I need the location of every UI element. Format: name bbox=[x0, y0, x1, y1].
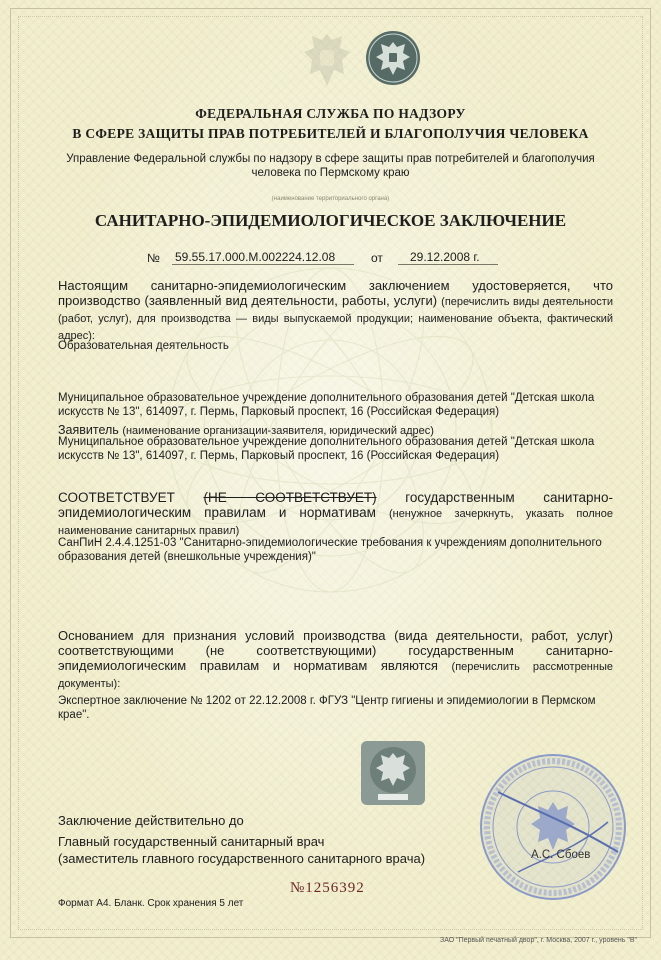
basis-statement bbox=[58, 628, 613, 692]
sanitary-rules: СанПиН 2.4.4.1251-03 "Санитарно-эпидемиологические требования к учреждениям дополнительного образования детей (внешкольные учреждения)" bbox=[58, 537, 602, 563]
basis-note: (перечислить рассмотренные документы): bbox=[58, 661, 613, 690]
org-name-line1: ФЕДЕРАЛЬНАЯ СЛУЖБА ПО НАДЗОРУ bbox=[195, 106, 466, 121]
statement-note: (перечислить виды деятельности (работ, услуг), для производства — виды выпускаемой продукции; наименование объекта, фактический адрес): bbox=[58, 296, 613, 342]
applicant-address: Муниципальное образовательное учреждение дополнительного образования детей "Детская школа искусств № 13", 614097, г. Пермь, Парковый проспект, 16 (Российская Федерация) bbox=[58, 436, 595, 462]
compliance-statement bbox=[58, 490, 613, 539]
issue-date: 29.12.2008 г. bbox=[410, 250, 480, 264]
not-complies-struck: (НЕ СООТВЕТСТВУЕТ) bbox=[203, 490, 377, 505]
hologram-emblem-icon bbox=[360, 740, 426, 806]
signer-name: А.С. Сбоев bbox=[531, 849, 591, 861]
complies-word: СООТВЕТСТВУЕТ bbox=[58, 490, 175, 505]
activity-type: Образовательная деятельность bbox=[58, 340, 229, 352]
registration-number: 59.55.17.000.М.002224.12.08 bbox=[175, 250, 336, 264]
compliance-rest: государственным санитарно-эпидемиологическим правилам и нормативам bbox=[58, 490, 613, 520]
territorial-department: Управление Федеральной службы по надзору в сфере защиты прав потребителей и благополучия человека по Пермскому краю bbox=[66, 153, 595, 179]
applicant-note: (наименование организации-заявителя, юридический адрес) bbox=[122, 425, 434, 437]
valid-until-label: Заключение действительно до bbox=[58, 813, 244, 828]
expert-conclusion: Экспертное заключение № 1202 от 22.12.2008 г. ФГУЗ "Центр гигиены и эпидемиологии в Пермском крае". bbox=[58, 695, 596, 721]
double-headed-eagle-emblem-icon bbox=[362, 28, 424, 88]
applicant-label: Заявитель bbox=[58, 423, 119, 437]
department-caption: (наименование территориального органа) bbox=[271, 196, 390, 202]
object-address: Муниципальное образовательное учреждение дополнительного образования детей "Детская школа искусств № 13", 614097, г. Пермь, Парковый проспект, 16 (Российская Федерация) bbox=[58, 392, 595, 418]
official-round-seal-icon bbox=[478, 752, 628, 902]
coat-of-arms-watermark-icon bbox=[298, 28, 356, 94]
statement-lead: Настоящим санитарно-эпидемиологическим заключением удостоверяется, что производство (заявленный вид деятельности, работы, услуги) bbox=[58, 278, 613, 308]
number-label: № bbox=[147, 251, 160, 265]
number-underline bbox=[172, 264, 354, 265]
document-title: САНИТАРНО-ЭПИДЕМИОЛОГИЧЕСКОЕ ЗАКЛЮЧЕНИЕ bbox=[94, 211, 567, 230]
printer-imprint: ЗАО "Первый печатный двор", г. Москва, 2007 г., уровень "В" bbox=[440, 937, 637, 944]
org-name-line2: В СФЕРЕ ЗАЩИТЫ ПРАВ ПОТРЕБИТЕЛЕЙ И БЛАГОПОЛУЧИЯ ЧЕЛОВЕКА bbox=[72, 126, 589, 141]
certification-statement bbox=[58, 278, 613, 344]
deputy-doctor-title: (заместитель главного государственного санитарного врача) bbox=[58, 851, 426, 866]
compliance-note: (ненужное зачеркнуть, указать полное наименование санитарных правил) bbox=[58, 508, 613, 537]
basis-lead: Основанием для признания условий производства (вида деятельности, работ, услуг) соответствующими (не соответствующими) государственным санитарно-эпидемиологическим правилам и нормативам являются bbox=[58, 628, 613, 673]
date-label: от bbox=[371, 251, 383, 265]
form-format-note: Формат А4. Бланк. Срок хранения 5 лет bbox=[58, 898, 244, 909]
blank-number: №1256392 bbox=[290, 880, 365, 896]
chief-doctor-title: Главный государственный санитарный врач bbox=[58, 834, 325, 849]
date-underline bbox=[398, 264, 498, 265]
